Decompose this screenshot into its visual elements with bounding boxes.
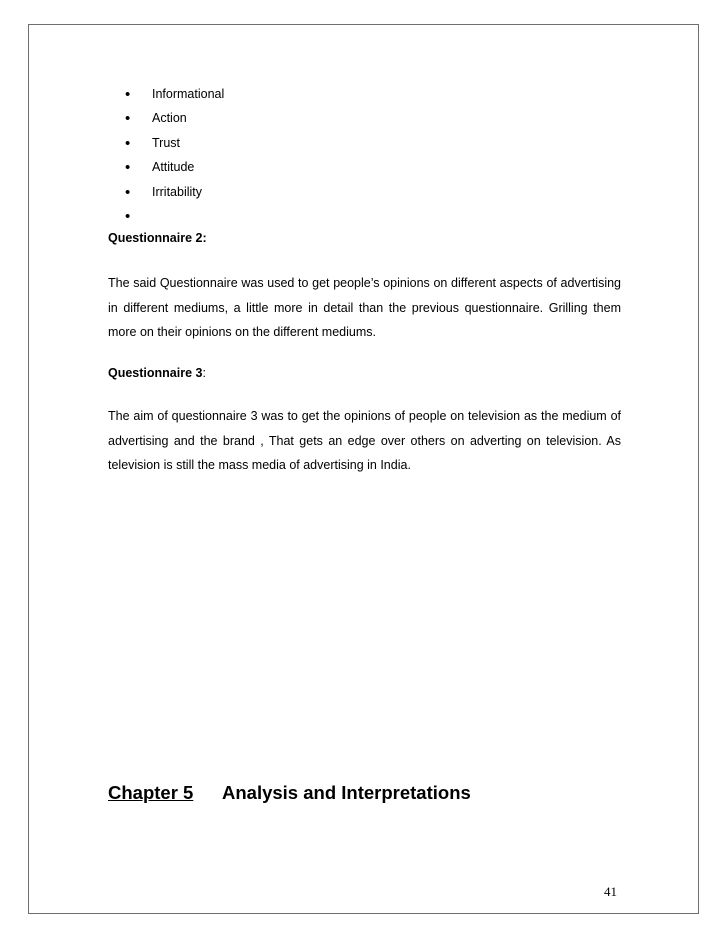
questionnaire-3-heading [108,365,206,381]
bullet-icon: • [125,86,131,103]
bullet-text: Trust [152,135,181,150]
questionnaire-3-heading-colon: : [202,366,206,380]
chapter-number: Chapter 5 [108,782,194,803]
page-number: 41 [604,884,617,899]
chapter-heading [108,782,471,804]
bullet-icon: • [125,134,131,152]
bullet-text: Action [152,111,187,126]
bullet-icon: • [125,110,131,128]
bullet-icon: • [125,159,131,177]
bullet-icon: • [125,183,131,201]
bullet-text: Irritability [152,184,203,199]
questionnaire-3-heading-text: Questionnaire 3 [108,366,203,380]
questionnaire-2-paragraph: The said Questionnaire was used to get people’s opinions on different aspects of advertising in different mediums, a little more in detail than the previous questionnaire. Grilling them more on their opinions on the different mediums. [108,276,621,339]
bullet-text: Attitude [152,160,195,175]
chapter-title: Analysis and Interpretations [222,782,471,803]
questionnaire-2-heading: Questionnaire 2: [108,231,207,245]
questionnaire-3-paragraph: The aim of questionnaire 3 was to get the opinions of people on television as the medium of advertising and the brand , That gets an edge over others on adverting on television. As television is still the mass media of advertising in India. [108,409,621,472]
bullet-icon: • [125,207,131,225]
bullet-text: Informational [152,87,225,101]
